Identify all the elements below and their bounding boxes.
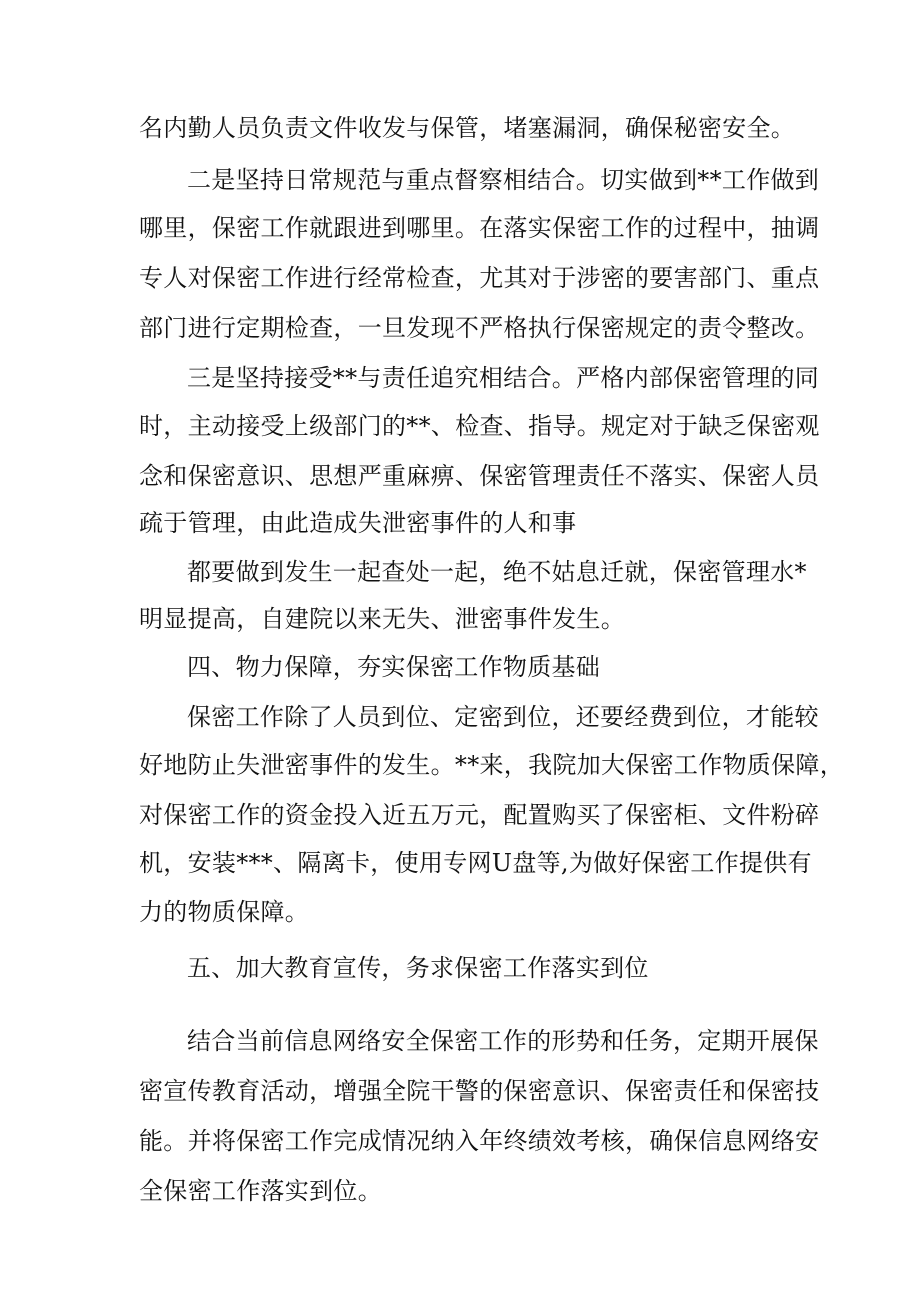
text-line: 三是坚持接受**与责任追究相结合。严格内部保密管理的同	[187, 364, 820, 392]
text-line: 哪里，保密工作就跟进到哪里。在落实保密工作的过程中，抽调	[139, 214, 820, 242]
text-line: 都要做到发生一起查处一起，绝不姑息迁就，保密管理水*	[187, 558, 807, 586]
text-line: 力的物质保障。	[139, 898, 310, 926]
text-line: 二是坚持日常规范与重点督察相结合。切实做到**工作做到	[187, 166, 820, 194]
text-line: 念和保密意识、思想严重麻痹、保密管理责任不落实、保密人员	[139, 462, 820, 490]
text-line: 全保密工作落实到位。	[139, 1177, 382, 1205]
section-heading: 四、物力保障，夯实保密工作物质基础	[187, 653, 601, 681]
section-heading: 五、加大教育宣传，务求保密工作落实到位	[187, 954, 649, 982]
text-line: 结合当前信息网络安全保密工作的形势和任务，定期开展保	[187, 1027, 819, 1055]
text-line: 好地防止失泄密事件的发生。**来，我院加大保密工作物质保障，	[139, 751, 844, 779]
text-line: 能。并将保密工作完成情况纳入年终绩效考核，确保信息网络安	[139, 1127, 820, 1155]
text-line: 明显提高，自建院以来无失、泄密事件发生。	[139, 605, 625, 633]
text-line: 疏于管理，由此造成失泄密事件的人和事	[139, 509, 577, 537]
text-line: 名内勤人员负责文件收发与保管，堵塞漏洞，确保秘密安全。	[139, 114, 796, 142]
text-line: 专人对保密工作进行经常检查，尤其对于涉密的要害部门、重点	[139, 264, 820, 292]
text-line: 部门进行定期检查，一旦发现不严格执行保密规定的责令整改。	[139, 314, 820, 342]
text-line: 机，安装***、隔离卡，使用专网U盘等,为做好保密工作提供有	[139, 849, 812, 877]
text-line: 保密工作除了人员到位、定密到位，还要经费到位，才能较	[187, 703, 819, 731]
text-line: 对保密工作的资金投入近五万元，配置购买了保密柜、文件粉碎	[139, 801, 820, 829]
text-line: 密宣传教育活动，增强全院干警的保密意识、保密责任和保密技	[139, 1077, 820, 1105]
text-line: 时，主动接受上级部门的**、检查、指导。规定对于缺乏保密观	[139, 412, 820, 440]
